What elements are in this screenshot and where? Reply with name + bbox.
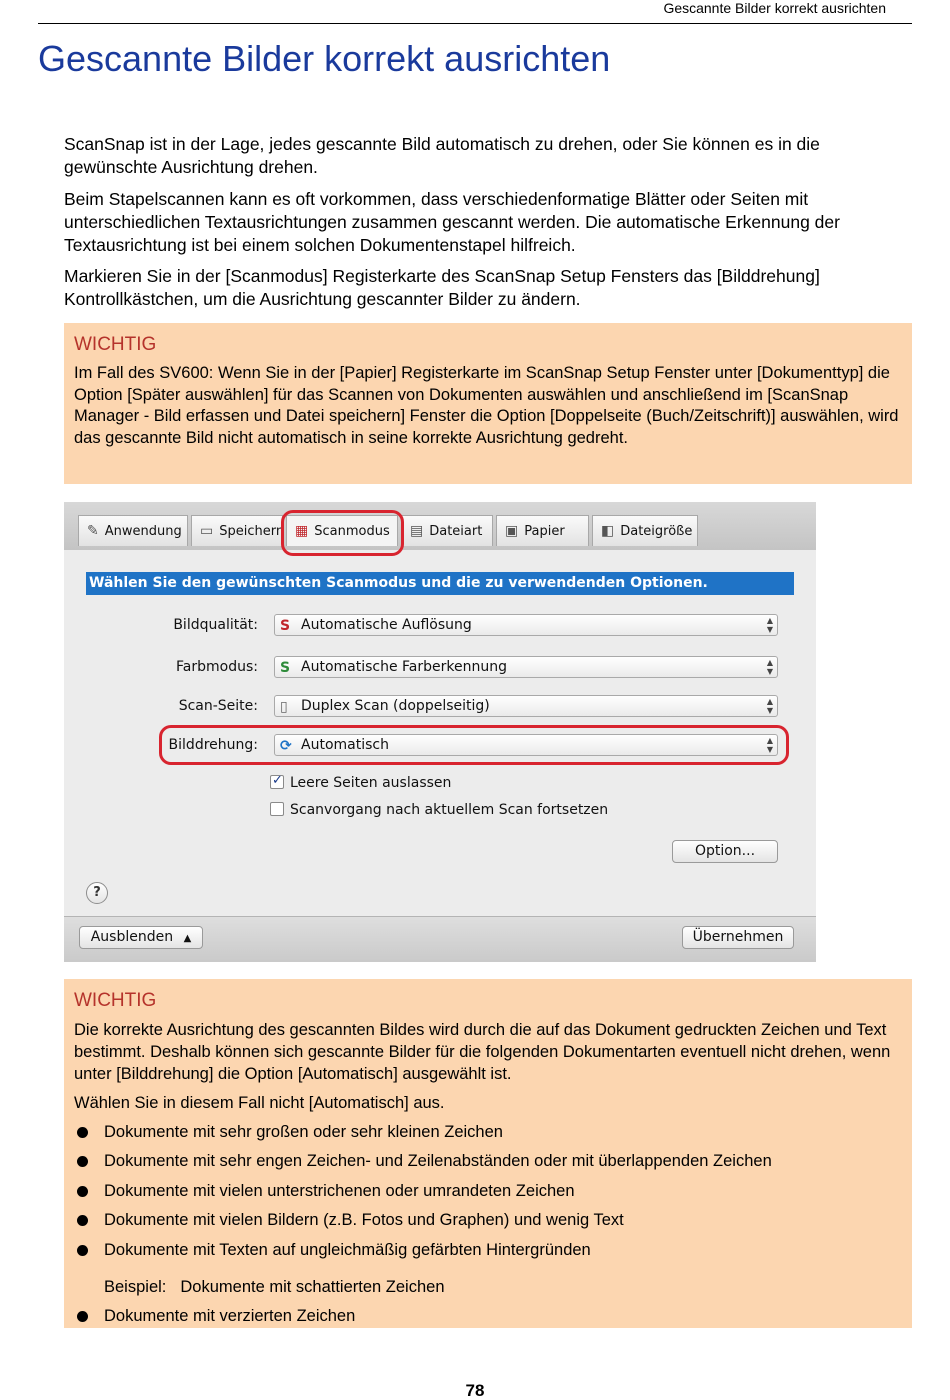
leere-seiten-checkbox-row[interactable] bbox=[270, 775, 451, 791]
tab-bar bbox=[64, 502, 816, 550]
button-label: Ausblenden bbox=[90, 929, 174, 945]
running-header bbox=[38, 0, 912, 24]
tab-label: Dateigröße bbox=[620, 523, 693, 539]
rotate-icon: ⟳ bbox=[280, 738, 292, 754]
intro-paragraph: ScanSnap ist in der Lage, jedes gescannte Bild automatisch zu drehen, oder Sie können es in die gewünschte Ausrichtung drehen. bbox=[64, 134, 820, 177]
list-item: Dokumente mit sehr engen Zeichen- und Zeilenabständen oder mit überlappenden Zeichen bbox=[74, 1150, 902, 1172]
filetype-icon: ▤ bbox=[410, 523, 424, 539]
list-item: Dokumente mit Texten auf ungleichmäßig gefärbten Hintergründen bbox=[74, 1239, 902, 1261]
scan-seite-label: Scan-Seite: bbox=[178, 698, 258, 714]
note-text: Die korrekte Ausrichtung des gescannten Bildes wird durch die auf das Dokument gedruckten Zeichen und Text bestimmt. Deshalb können sich gescannte Bilder für die folgenden Dokumentarten eventuell nicht drehen, wenn unter [Bilddrehung] die Option [Automatisch] ausgewählt ist. bbox=[74, 1021, 891, 1083]
help-button[interactable]: ? bbox=[86, 882, 108, 904]
document-type-list bbox=[74, 1121, 902, 1261]
list-item: Dokumente mit verzierten Zeichen bbox=[74, 1305, 902, 1327]
chevron-up-icon: ▲ bbox=[183, 933, 192, 944]
scanmode-icon: ▦ bbox=[295, 523, 309, 539]
uebernehmen-button[interactable]: Übernehmen bbox=[682, 926, 794, 949]
updown-arrows-icon: ▲ ▼ bbox=[766, 697, 773, 715]
leere-seiten-checkbox[interactable] bbox=[270, 775, 284, 789]
running-header-text: Gescannte Bilder korrekt ausrichten bbox=[663, 0, 886, 16]
select-value: Automatische Farberkennung bbox=[301, 659, 507, 675]
page-number: 78 bbox=[465, 1381, 485, 1400]
option-button[interactable]: Option... bbox=[672, 840, 778, 863]
scansnap-setup-screenshot bbox=[64, 502, 816, 962]
scanvorgang-fortsetzen-checkbox[interactable] bbox=[270, 802, 284, 816]
bullet-icon bbox=[77, 1156, 88, 1167]
bullet-icon bbox=[77, 1215, 88, 1226]
document-type-list-continued bbox=[74, 1305, 902, 1327]
tab-dateigroesse[interactable] bbox=[592, 515, 698, 546]
note-text-advice: Wählen Sie in diesem Fall nicht [Automatisch] aus. bbox=[74, 1094, 445, 1112]
bullet-icon bbox=[77, 1186, 88, 1197]
scanvorgang-fortsetzen-checkbox-row[interactable] bbox=[270, 802, 608, 818]
select-value: Automatische Auflösung bbox=[301, 617, 472, 633]
note-heading: WICHTIG bbox=[74, 334, 157, 355]
note-heading: WICHTIG bbox=[74, 990, 157, 1011]
bullet-icon bbox=[77, 1245, 88, 1256]
tab-label: Dateiart bbox=[429, 523, 483, 539]
tab-anwendung[interactable] bbox=[78, 515, 188, 546]
tab-dateiart[interactable] bbox=[401, 515, 493, 546]
farbmodus-select[interactable] bbox=[274, 656, 778, 678]
ausblenden-button[interactable] bbox=[79, 926, 203, 949]
list-item: Dokumente mit vielen Bildern (z.B. Fotos und Graphen) und wenig Text bbox=[74, 1209, 902, 1231]
bilddrehung-label: Bilddrehung: bbox=[168, 737, 258, 753]
scanmode-instruction-header: Wählen Sie den gewünschten Scanmodus und die zu verwendenden Optionen. bbox=[86, 572, 794, 595]
updown-arrows-icon: ▲ ▼ bbox=[766, 658, 773, 676]
batch-scan-paragraph: Beim Stapelscannen kann es oft vorkommen, dass verschiedenformatige Blätter oder Seiten mit unterschiedlichen Textausrichtungen zusammen gescannt werden. Die automatische Erkennung der Textausrichtung ist bei einem solchen Dokumentenstapel hilfreich. bbox=[64, 189, 840, 255]
important-note-sv600 bbox=[64, 323, 912, 484]
tab-papier[interactable] bbox=[496, 515, 589, 546]
bullet-icon bbox=[77, 1311, 88, 1322]
save-icon: ▭ bbox=[200, 523, 214, 539]
paper-icon: ▣ bbox=[505, 523, 519, 539]
checkbox-label: Scanvorgang nach aktuellem Scan fortsetzen bbox=[290, 802, 609, 818]
updown-arrows-icon: ▲ ▼ bbox=[766, 736, 773, 754]
example-label: Beispiel: bbox=[104, 1277, 167, 1296]
page-title: Gescannte Bilder korrekt ausrichten bbox=[38, 38, 611, 79]
filesize-icon: ◧ bbox=[601, 523, 615, 539]
bullet-icon bbox=[77, 1127, 88, 1138]
checkbox-label: Leere Seiten auslassen bbox=[290, 775, 452, 791]
scanmodus-tab-highlight bbox=[281, 510, 404, 556]
app-icon: ✎ bbox=[87, 523, 99, 539]
select-value: Duplex Scan (doppelseitig) bbox=[301, 698, 490, 714]
updown-arrows-icon: ▲ ▼ bbox=[766, 616, 773, 634]
note-text: Im Fall des SV600: Wenn Sie in der [Papier] Registerkarte im ScanSnap Setup Fenster unter [Dokumenttyp] die Option [Später auswählen] für das Scannen von Dokumenten auswählen und anschließend im [ScanSnap Manager - Bild erfassen und Datei speichern] Fenster die Option [Doppelseite (Buch/Zeitschrift)] auswählen, wird das gescannte Bild nicht automatisch in seine korrekte Ausrichtung gedreht. bbox=[74, 364, 899, 448]
bilddrehung-highlight bbox=[159, 725, 789, 765]
tab-label: Speichern bbox=[219, 523, 285, 539]
tab-speichern[interactable] bbox=[191, 515, 283, 546]
bildqualitaet-label: Bildqualität: bbox=[173, 617, 258, 633]
tab-label: Anwendung bbox=[104, 523, 182, 539]
list-item: Dokumente mit vielen unterstrichenen oder umrandeten Zeichen bbox=[74, 1180, 902, 1202]
tab-label: Papier bbox=[524, 523, 565, 539]
scan-seite-select[interactable] bbox=[274, 695, 778, 717]
important-note-orientation bbox=[64, 979, 912, 1328]
select-value: Automatisch bbox=[301, 737, 389, 753]
instruction-paragraph: Markieren Sie in der [Scanmodus] Registerkarte des ScanSnap Setup Fensters das [Bilddrehung] Kontrollkästchen, um die Ausrichtung gescannter Bilder zu ändern. bbox=[64, 266, 820, 309]
example-text: Dokumente mit schattierten Zeichen bbox=[180, 1277, 445, 1296]
bildqualitaet-select[interactable] bbox=[274, 614, 778, 636]
farbmodus-label: Farbmodus: bbox=[176, 659, 258, 675]
list-item: Dokumente mit sehr großen oder sehr kleinen Zeichen bbox=[74, 1121, 902, 1143]
color-icon: S bbox=[280, 660, 291, 676]
resolution-icon: S bbox=[280, 618, 291, 634]
tab-label: Scanmodus bbox=[314, 523, 390, 539]
example-line bbox=[74, 1276, 902, 1298]
duplex-icon: ▯ bbox=[280, 699, 288, 715]
